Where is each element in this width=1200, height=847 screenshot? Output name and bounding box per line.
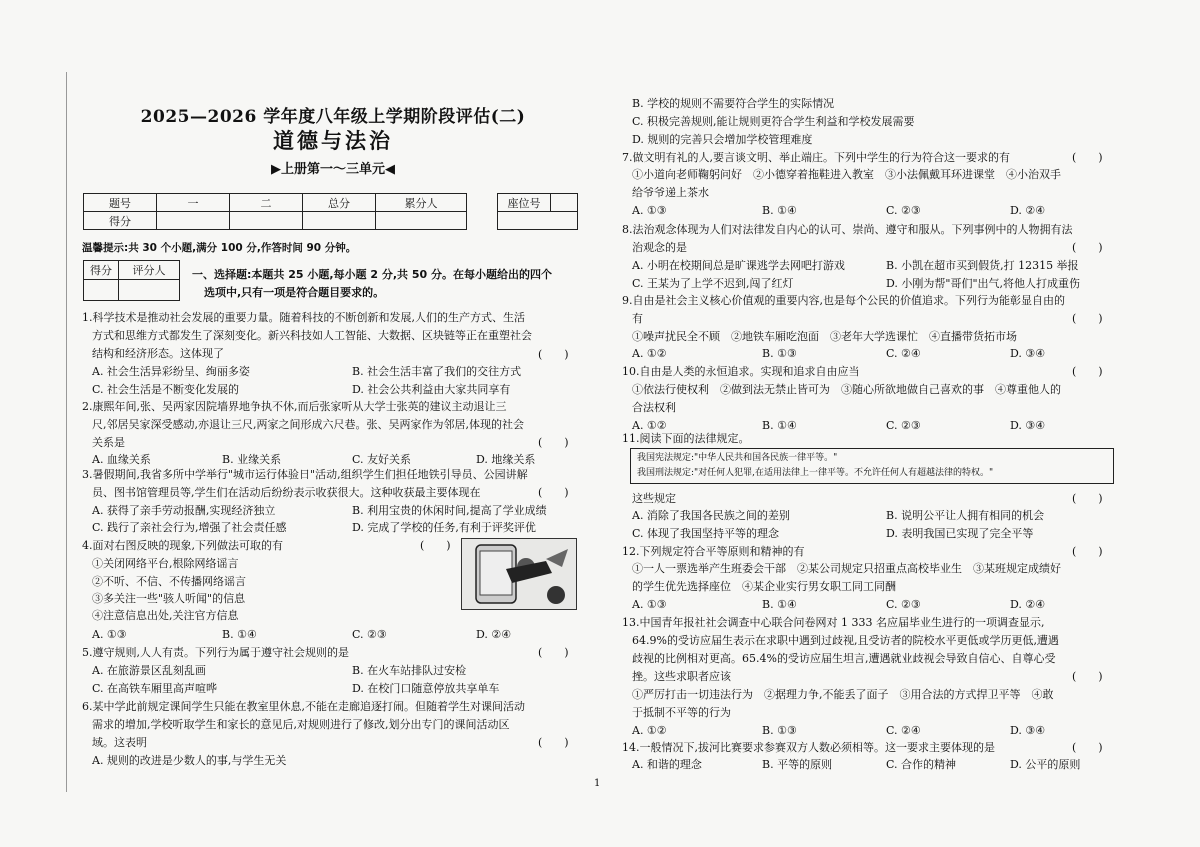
question-stem: 5.遵守规则,人人有责。下列行为属于遵守社会规则的是 [82,646,349,659]
option-c[interactable]: C. 社会生活是不断变化发展的 [92,383,240,396]
option-d[interactable]: D. 表明我国已实现了完全平等 [886,527,1034,540]
score-entry-cell[interactable] [303,212,376,230]
option-d[interactable]: D. ③④ [1010,347,1046,360]
question-stem: 员、图书馆管理员等,学生们在活动后纷纷表示收获很大。这种收获最主要体现在 [92,486,481,499]
statement-2: ②不听、不信、不传播网络谣言 [92,575,246,588]
question-stem: 2.康熙年间,张、吴两家因院墙界地争执不休,而后张家听从大学士张英的建议主动退让三 [82,400,507,413]
option-d[interactable]: D. ②④ [1010,598,1046,611]
option-a[interactable]: A. 规则的改进是少数人的事,与学生无关 [92,754,287,767]
question-3 [82,466,584,502]
seat-label: 座位号 [498,194,551,212]
question-5 [82,644,584,662]
option-c[interactable]: C. 积极完善规则,能让规则更符合学生利益和学校发展需要 [632,115,915,128]
question-stem: 9.自由是社会主义核心价值观的重要内容,也是每个公民的价值追求。下列行为能彰显自由的 [622,294,1065,307]
grader-score-entry[interactable] [84,280,119,301]
section-heading [192,266,584,302]
option-d[interactable]: D. ②④ [1010,204,1046,217]
question-8 [622,221,1120,257]
answer-paren[interactable]: ( ) [538,646,569,659]
grader-score-label: 得分 [84,261,119,280]
question-10 [622,363,1062,381]
option-c[interactable]: C. ②③ [352,628,387,641]
question-14: 14.一般情况下,拔河比赛要求参赛双方人数必须相等。这一要求主要体现的是 [622,741,995,754]
option-a[interactable]: A. ①③ [92,628,127,641]
question-stem: 于抵制不平等的行为 [632,706,731,719]
answer-paren[interactable]: ( ) [1072,670,1103,683]
option-b[interactable]: B. 说明公平让人拥有相同的机会 [886,509,1045,522]
question-13-statements [632,686,1120,722]
score-entry-cell[interactable] [157,212,230,230]
score-table-cell: 一 [157,194,230,212]
question-7-statements [632,166,1120,202]
option-b[interactable]: B. 利用宝贵的休闲时间,提高了学业成绩 [352,504,547,517]
score-table-cell: 二 [230,194,303,212]
binding-line [66,72,67,792]
option-c[interactable]: C. ②④ [886,724,921,737]
answer-paren[interactable]: ( ) [1072,241,1103,254]
option-a[interactable]: A. 消除了我国各民族之间的差别 [632,509,790,522]
question-9-statements: ①噪声扰民全不顾 ②地铁车厢吃泡面 ③老年大学选课忙 ④直播带货拓市场 [632,330,1017,343]
score-table-cell: 累分人 [376,194,467,212]
subject-title: 道德与法治 [273,128,393,153]
option-c[interactable]: C. 合作的精神 [886,758,957,771]
question-stem: 歧视的比例相对更高。65.4%的受访应届生坦言,遭遇就业歧视会导致自信心、自尊心受 [632,652,1056,665]
question-stem: 治观念的是 [632,241,687,254]
option-a[interactable]: A. 小明在校期间总是旷课逃学去网吧打游戏 [632,259,845,272]
rumor-illustration-drawing [462,539,576,609]
option-b[interactable]: B. ①④ [762,204,797,217]
option-d[interactable]: D. 地缘关系 [476,453,536,466]
option-d[interactable]: D. 小刚为帮"哥们"出气,将他人打成重伤 [886,277,1081,290]
score-table-cell: 总分 [303,194,376,212]
option-d[interactable]: D. 在校门口随意停放共享单车 [352,682,500,695]
question-stem: 需求的增加,学校听取学生和家长的意见后,对规则进行了修改,划分出专门的课间活动区 [92,718,510,731]
question-12-statements [632,560,1120,596]
option-b[interactable]: B. ①③ [762,724,797,737]
question-stem: 的学生优先选择座位 ④某企业实行男女职工同工同酬 [632,580,896,593]
question-stem: 10.自由是人类的永恒追求。实现和追求自由应当 [622,365,860,378]
question-stem: 7.做文明有礼的人,要言谈文明、举止端庄。下列中学生的行为符合这一要求的有 [622,151,1010,164]
rumor-illustration [461,538,577,610]
option-a[interactable]: A. ①③ [632,204,667,217]
score-entry-cell[interactable] [376,212,467,230]
option-c[interactable]: C. 体现了我国坚持平等的理念 [632,527,780,540]
option-b[interactable]: B. 小凯在超市买到假货,打 12315 举报 [886,259,1079,272]
question-11: 11.阅读下面的法律规定。 [622,432,750,445]
option-d[interactable]: D. ②④ [476,628,512,641]
option-c[interactable]: C. ②④ [886,347,921,360]
question-stem: 6.某中学此前规定课间学生只能在教室里休息,不能在走廊追逐打闹。但随着学生对课间活动 [82,700,525,713]
option-d[interactable]: D. 规则的完善只会增加学校管理难度 [632,133,813,146]
option-a[interactable]: A. ①② [632,419,667,432]
option-b[interactable]: B. ①④ [762,598,797,611]
section-heading-line: 一、选择题:本题共 25 小题,每小题 2 分,共 50 分。在每小题给出的四个 [192,268,553,281]
answer-paren[interactable]: ( ) [538,486,569,499]
question-stem: 尺,邻居吴家深受感动,亦退让三尺,两家之间形成六尺巷。张、吴两家作为邻居,体现的社会 [92,418,524,431]
grader-label: 评分人 [119,261,180,280]
grader-table [83,260,180,301]
option-c[interactable]: C. 王某为了上学不迟到,闯了红灯 [632,277,794,290]
score-entry-cell[interactable] [230,212,303,230]
option-c[interactable]: C. ②③ [886,598,921,611]
law-excerpt-box [630,448,1114,484]
question-stem: ①一人一票选举产生班委会干部 ②某公司规定只招重点高校毕业生 ③某班规定成绩好 [632,562,1061,575]
section-heading-line: 选项中,只有一项是符合题目要求的。 [204,286,385,299]
answer-paren[interactable]: ( ) [420,539,451,552]
scope-label: ▶上册第一～三单元◀ [271,162,395,177]
option-a[interactable]: A. 血缘关系 [92,453,151,466]
question-stem: 合法权利 [632,401,676,414]
option-d[interactable]: D. ③④ [1010,419,1046,432]
page-number: 1 [594,778,601,789]
question-stem: 有 [632,312,643,325]
answer-paren[interactable]: ( ) [1072,492,1103,505]
question-stem: 1.科学技术是推动社会发展的重要力量。随着科技的不断创新和发展,人们的生产方式、生活 [82,311,525,324]
question-stem: 域。这表明 [92,736,147,749]
option-b[interactable]: B. ①③ [762,347,797,360]
seat-entry[interactable] [551,194,578,212]
option-d[interactable]: D. 完成了学校的任务,有利于评奖评优 [352,521,536,534]
option-d[interactable]: D. ③④ [1010,724,1046,737]
question-9 [622,292,1120,328]
question-stem: 方式和思维方式都发生了深刻变化。新兴科技如人工智能、大数据、区块链等正在重塑社会 [92,329,532,342]
law-text: 我国宪法规定:"中华人民共和国各民族一律平等。" [637,453,838,463]
question-stem: 关系是 [92,436,125,449]
statement-3: ③多关注一些"骇人听闻"的信息 [92,592,246,605]
option-b[interactable]: B. 业缘关系 [222,453,282,466]
option-b[interactable]: B. 在火车站排队过安检 [352,664,467,677]
option-d[interactable]: D. 社会公共利益由大家共同享有 [352,383,511,396]
question-stem: 8.法治观念体现为人们对法律发自内心的认可、崇尚、遵守和服从。下列事例中的人物拥有法 [622,223,1073,236]
option-b[interactable]: B. 平等的原则 [762,758,833,771]
score-table-cell: 得分 [84,212,157,230]
option-a[interactable]: A. 在旅游景区乱刻乱画 [92,664,206,677]
question-stem: 结构和经济形态。这体现了 [92,347,224,360]
question-4 [82,537,462,555]
question-6 [82,698,584,752]
answer-paren[interactable]: ( ) [1072,545,1103,558]
answer-paren[interactable]: ( ) [538,736,569,749]
option-c[interactable]: C. 友好关系 [352,453,412,466]
option-c[interactable]: C. 践行了亲社会行为,增强了社会责任感 [92,521,287,534]
statement-4: ④注意信息出处,关注官方信息 [92,609,239,622]
question-stem: ①严厉打击一切违法行为 ②据理力争,不能丢了面子 ③用合法的方式捍卫平等 ④敢 [632,688,1054,701]
question-13 [622,614,1120,686]
answer-paren[interactable]: ( ) [1072,365,1103,378]
question-stem: 13.中国青年报社社会调查中心联合问卷网对 1 333 名应届毕业生进行的一项调查显示, [622,616,1045,629]
law-text: 我国刑法规定:"对任何人犯罪,在适用法律上一律平等。不允许任何人有超越法律的特权。" [637,468,994,478]
option-d[interactable]: D. 公平的原则 [1010,758,1081,771]
answer-paren[interactable]: ( ) [538,348,569,361]
answer-paren[interactable]: ( ) [1072,151,1103,164]
score-table [83,193,467,230]
question-stem: 3.暑假期间,我省多所中学举行"城市运行体验日"活动,组织学生们担任地铁引导员、公园讲解 [82,468,528,481]
seat-entry[interactable] [498,212,578,230]
option-b[interactable]: B. 学校的规则不需要符合学生的实际情况 [632,97,835,110]
option-c[interactable]: C. 在高铁车厢里高声喧哗 [92,682,218,695]
option-a[interactable]: A. 获得了亲手劳动报酬,实现经济独立 [92,504,276,517]
option-a[interactable]: A. ①③ [632,598,667,611]
question-stem: 4.面对右图反映的现象,下列做法可取的有 [82,539,283,552]
exam-title: 2025—2026 学年度八年级上学期阶段评估(二) [140,107,526,127]
option-a[interactable]: A. ①② [632,724,667,737]
answer-paren[interactable]: ( ) [1072,312,1103,325]
option-b[interactable]: B. ①④ [222,628,257,641]
option-b[interactable]: B. 社会生活丰富了我们的交往方式 [352,365,522,378]
notice: 温馨提示:共 30 个小题,满分 100 分,作答时间 90 分钟。 [82,242,357,254]
option-a[interactable]: A. 和谐的理念 [632,758,702,771]
option-a[interactable]: A. ①② [632,347,667,360]
question-10-statements [632,381,1120,417]
score-table-cell: 题号 [84,194,157,212]
seat-table [497,193,578,230]
question-stem: ①小道向老师鞠躬问好 ②小德穿着拖鞋进入教室 ③小法佩戴耳环进课堂 ④小治双手 [632,168,1061,181]
option-c[interactable]: C. ②③ [886,419,921,432]
question-12: 12.下列规定符合平等原则和精神的有 [622,545,805,558]
option-c[interactable]: C. ②③ [886,204,921,217]
answer-paren[interactable]: ( ) [1072,741,1103,754]
option-b[interactable]: B. ①④ [762,419,797,432]
question-1 [82,309,584,363]
question-stem: 这些规定 [632,492,676,505]
grader-entry[interactable] [119,280,180,301]
question-stem: 给爷爷递上茶水 [632,186,709,199]
question-stem: 挫。这些求职者应该 [632,670,731,683]
statement-1: ①关闭网络平台,根除网络谣言 [92,557,239,570]
question-2 [82,398,584,452]
question-7 [622,149,1062,167]
option-a[interactable]: A. 社会生活异彩纷呈、绚丽多姿 [92,365,250,378]
answer-paren[interactable]: ( ) [538,436,569,449]
question-stem: ①依法行使权利 ②做到法无禁止皆可为 ③随心所欲地做自己喜欢的事 ④尊重他人的 [632,383,1061,396]
question-stem: 64.9%的受访应届生表示在求职中遇到过歧视,且受访者的院校水平更低或学历更低,遭遇 [632,634,1059,647]
